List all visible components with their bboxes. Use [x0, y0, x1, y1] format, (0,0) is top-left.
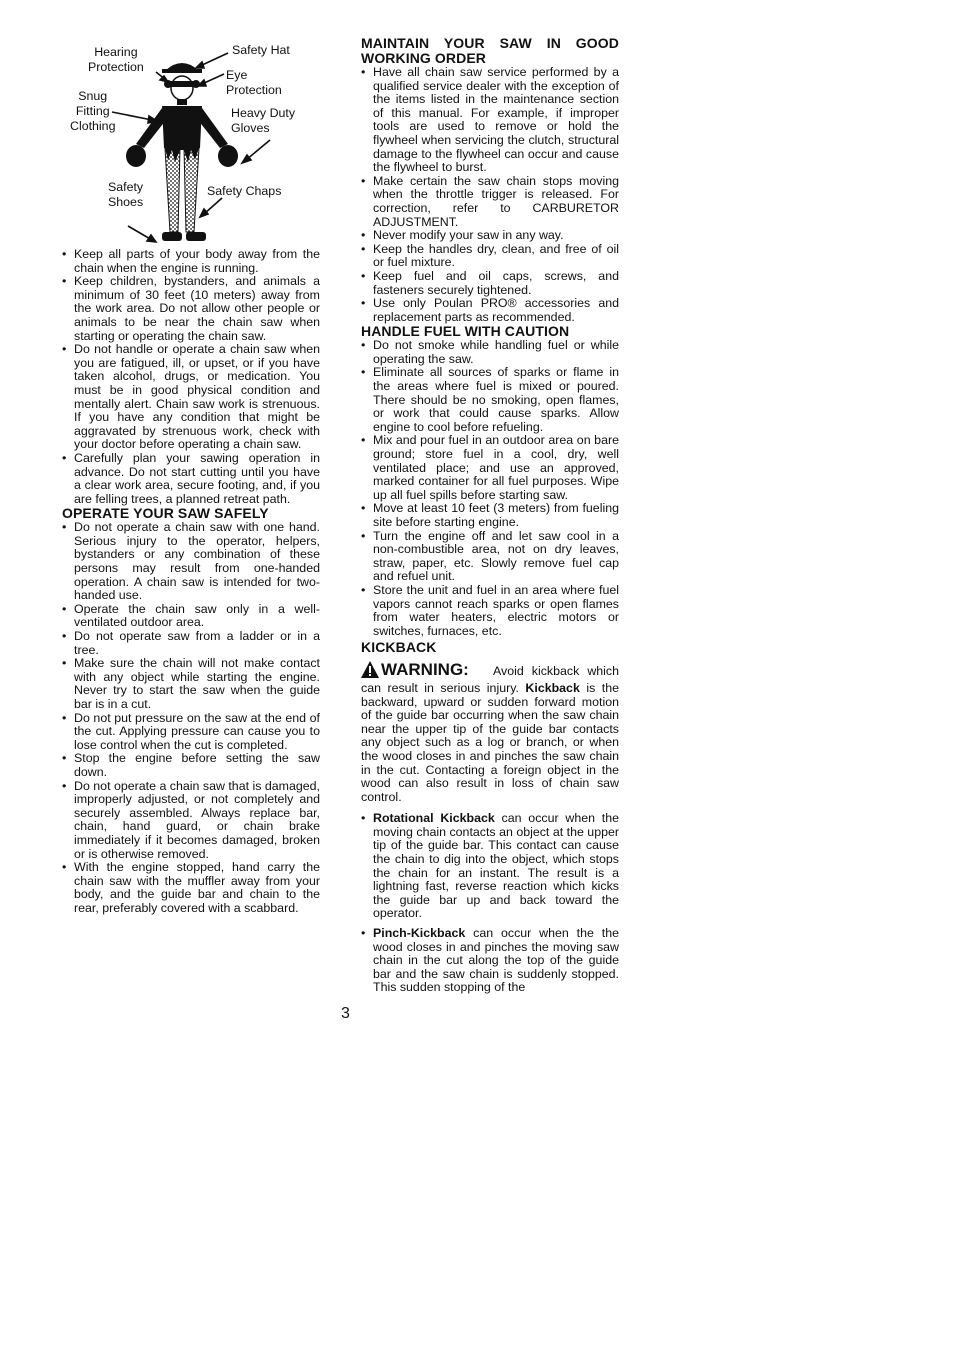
- maintain-saw-list: [361, 66, 619, 324]
- warning-text: Avoid kickback which can result in serious injury.: [361, 664, 619, 695]
- list-item: • Do not operate a chain saw with one hand. Serious injury to the operator, helpers, bystanders or any combination of these persons may result from one-handed operation. A chain saw is intended for two-handed use.: [62, 521, 320, 603]
- list-item: [361, 812, 619, 921]
- operate-safely-list: [62, 521, 320, 915]
- list-item: • Store the unit and fuel in an area where fuel vapors cannot reach sparks or open flames from water heaters, electric motors or switches, furnaces, etc.: [361, 584, 619, 638]
- page-number: 3: [341, 1005, 350, 1022]
- list-item: • Never modify your saw in any way.: [361, 229, 619, 243]
- heavy-duty-gloves-label: Heavy Duty Gloves: [231, 106, 296, 135]
- maintain-saw-heading: MAINTAIN YOUR SAW IN GOOD WORKING ORDER: [361, 35, 619, 66]
- list-item: • Move at least 10 feet (3 meters) from fueling site before starting engine.: [361, 502, 619, 529]
- list-item: • Eliminate all sources of sparks or flame in the areas where fuel is mixed or poured. There should be no smoking, open flames, or work that could cause sparks. Allow engine to cool before refueling.: [361, 366, 619, 434]
- handle-fuel-list: [361, 339, 619, 638]
- list-item: • Operate the chain saw only in a well-ventilated outdoor area.: [62, 603, 320, 630]
- kickback-heading: KICKBACK: [361, 639, 437, 656]
- list-item: • Do not smoke while handling fuel or while operating the saw.: [361, 339, 619, 366]
- list-item: • Make certain the saw chain stops moving when the throttle trigger is released. For correction, refer to CARBURETOR ADJUSTMENT.: [361, 175, 619, 229]
- kickback-warning: [361, 661, 619, 804]
- list-item: • Turn the engine off and let saw cool in a non-combustible area, not on dry leaves, straw, paper, etc. Slowly remove fuel cap and refuel unit.: [361, 530, 619, 584]
- rotational-kickback-text: can occur when the moving chain contacts an object at the upper tip of the guide bar. This contact can cause the chain to dig into the object, which stops the chain for an instant. The result is a lightning fast, reverse reaction which kicks the guide bar up and back toward the operator.: [373, 811, 619, 921]
- list-item: • Keep fuel and oil caps, screws, and fasteners securely tightened.: [361, 270, 619, 297]
- hearing-protection-label: Hearing Protection: [88, 45, 144, 74]
- kickback-types-list: [361, 812, 619, 995]
- right-column: [361, 36, 619, 995]
- list-item: • Have all chain saw service performed by a qualified service dealer with the exception of the items listed in the maintenance section of this manual. For example, if improper tools are used to remove or hold the flywheel when servicing the clutch, structural damage to the flywheel can occur and cause the flywheel to burst.: [361, 66, 619, 175]
- list-item: [361, 927, 619, 995]
- warning-text-continued: is the backward, upward or sudden forward motion of the guide bar occurring when the saw chain near the upper tip of the guide bar contacts any object such as a log or branch, or when the wood closes in and pinches the saw chain in the cut. Contacting a foreign object in the wood can also result in loss of chain saw control.: [361, 680, 619, 804]
- safety-shoes-label: Safety Shoes: [108, 180, 144, 209]
- list-item: • Do not put pressure on the saw at the end of the cut. Applying pressure can cause you to lose control when the cut is completed.: [62, 712, 320, 753]
- list-item: • Keep all parts of your body away from the chain when the engine is running.: [62, 248, 320, 275]
- left-column: [62, 248, 320, 916]
- warning-label: WARNING:: [381, 660, 469, 680]
- list-item: • Do not operate saw from a ladder or in a tree.: [62, 630, 320, 657]
- list-item: • Use only Poulan PRO® accessories and replacement parts as recommended.: [361, 297, 619, 324]
- safety-equipment-figure: [62, 36, 322, 248]
- list-item: • Stop the engine before setting the saw down.: [62, 752, 320, 779]
- operate-safely-heading: OPERATE YOUR SAW SAFELY: [62, 505, 269, 522]
- snug-fitting-clothing-label: Snug Fitting Clothing: [70, 89, 116, 133]
- kickback-term: Kickback: [525, 680, 580, 695]
- list-item: • Carefully plan your sawing operation in advance. Do not start cutting until you have a clear work area, secure footing, and, if you are felling trees, a planned retreat path.: [62, 452, 320, 506]
- warning-triangle-icon: [361, 661, 379, 682]
- list-item: • Mix and pour fuel in an outdoor area on bare ground; store fuel in a cool, dry, well ventilated place; and use an approved, marked container for all fuel purposes. Wipe up all fuel spills before starting saw.: [361, 434, 619, 502]
- list-item: • Keep children, bystanders, and animals a minimum of 30 feet (10 meters) away from the work area. Do not allow other people or animals to be near the chain saw when starting or operating the chain saw.: [62, 275, 320, 343]
- general-safety-list: [62, 248, 320, 506]
- safety-chaps-label: Safety Chaps: [207, 184, 282, 198]
- pinch-kickback-text: can occur when the the wood closes in and pinches the moving saw chain in the cut along the top of the guide bar and the saw chain is suddenly stopped. This sudden stopping of the: [373, 926, 619, 995]
- list-item: • Do not operate a chain saw that is damaged, improperly adjusted, or not completely and securely assembled. Always replace bar, chain, hand guard, or chain brake immediately if it becomes damaged, broken or is otherwise removed.: [62, 780, 320, 862]
- rotational-kickback-term: Rotational Kickback: [373, 811, 495, 826]
- eye-protection-label: Eye Protection: [226, 68, 282, 97]
- pinch-kickback-term: Pinch-Kickback: [373, 926, 466, 941]
- list-item: • With the engine stopped, hand carry the chain saw with the muffler away from your body, and the guide bar and chain to the rear, preferably covered with a scabbard.: [62, 861, 320, 915]
- list-item: • Make sure the chain will not make contact with any object while starting the engine. Never try to start the saw when the guide bar is in a cut.: [62, 657, 320, 711]
- safety-hat-label: Safety Hat: [232, 43, 290, 57]
- list-item: • Keep the handles dry, clean, and free of oil or fuel mixture.: [361, 243, 619, 270]
- list-item: • Do not handle or operate a chain saw when you are fatigued, ill, or upset, or if you have taken alcohol, drugs, or medication. You must be in good physical condition and mentally alert. Chain saw work is strenuous. If you have any condition that might be aggravated by strenuous work, check with your doctor before operating a chain saw.: [62, 343, 320, 452]
- handle-fuel-heading: HANDLE FUEL WITH CAUTION: [361, 323, 570, 340]
